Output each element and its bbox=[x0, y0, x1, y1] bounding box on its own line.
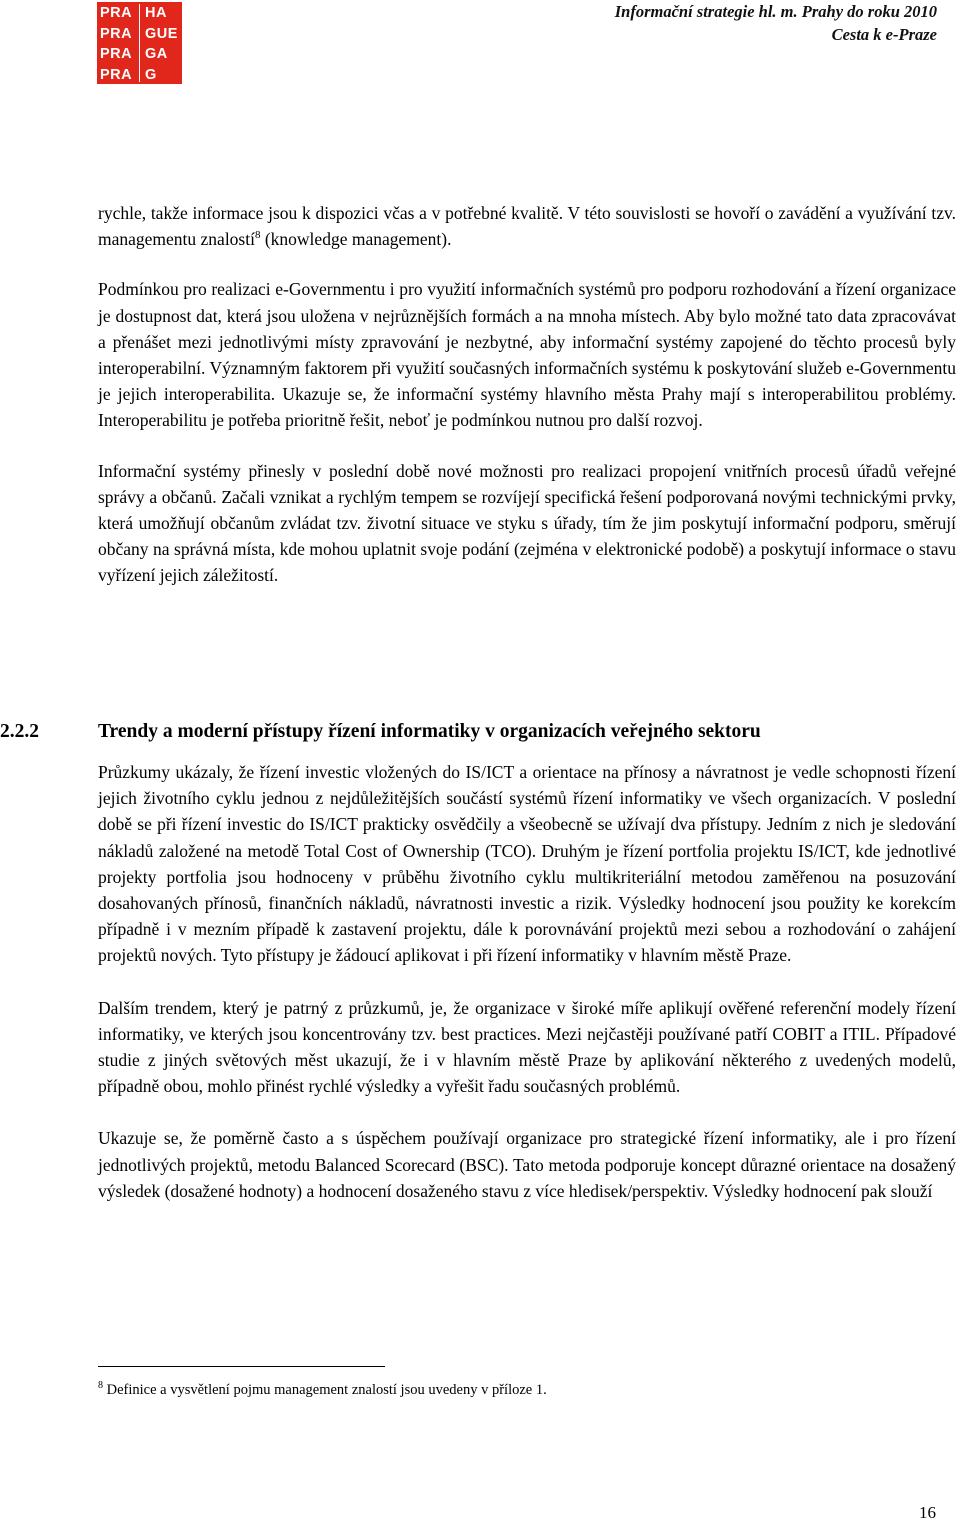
footnote bbox=[98, 1380, 547, 1400]
paragraph: Informační systémy přinesly v poslední době nové možnosti pro realizaci propojení vnitřních procesů úřadů veřejné správy a občanů. Začali vznikat a rychlým tempem se rozvíjejí specifická řešení podporovaná novými technickými prvky, která umožňují občanům zvládat tzv. životní situace ve styku s úřady, tím že jim poskytují informační podporu, směrují občany na správná místa, kde mohou uplatnit svoje podání (zejména v elektronické podobě) a poskytují informace o stavu vyřízení jejich záležitostí. bbox=[98, 460, 956, 586]
footnote-separator bbox=[98, 1366, 385, 1367]
header-subtitle: Cesta k e-Praze bbox=[831, 25, 937, 44]
running-header bbox=[615, 0, 937, 46]
body-text-top bbox=[98, 200, 956, 589]
paragraph: rychle, takže informace jsou k dispozici včas a v potřebné kvalitě. V této souvislosti se hovoří o zavádění a využívání tzv. managementu znalostí$^8$ (knowledge management). bbox=[98, 203, 956, 250]
page-number: 16 bbox=[919, 1503, 936, 1522]
paragraph: Podmínkou pro realizaci e-Governmentu i pro využití informačních systémů pro podporu rozhodování a řízení organizace je dostupnost dat, která jsou uložena v nejrůznějších formách a na mnoha místech. Aby bylo možné tato data zpracovávat a přenášet mezi jednotlivými místy zpravování je nezbytné, aby informační systémy zapojené do těchto procesů byly interoperabilní. Významným faktorem při využití současných informačních systému k poskytování služeb e-Governmentu je jejich interoperabilita. Ukazuje se, že informační systémy hlavního města Prahy mají s interoperabilitou problémy. Interoperabilitu je potřeba prioritně řešit, neboť je podmínkou nutnou pro další rozvoj. bbox=[98, 279, 956, 431]
header-title: Informační strategie hl. m. Prahy do roku 2010 bbox=[614, 2, 937, 21]
footnote-reference: 8 bbox=[254, 229, 261, 242]
section-number: 2.2.2 bbox=[0, 721, 39, 742]
paragraph: Dalším trendem, který je patrný z průzkumů, je, že organizace v široké míře aplikují ověřené referenční modely řízení informatiky, ve kterých jsou koncentrovány tzv. best practices. Mezi nejčastěji používané patří COBIT a ITIL. Případové studie z jiných světových měst ukazují, že i v hlavním městě Praze by aplikování některého z uvedených modelů, případně obou, mohlo přinést rychlé výsledky a vyřešit řadu současných problémů. bbox=[98, 997, 956, 1097]
prague-logo bbox=[97, 2, 182, 84]
footnote-text: Definice a vysvětlení pojmu management znalostí jsou uvedeny v příloze 1. bbox=[103, 1382, 547, 1398]
paragraph: Průzkumy ukázaly, že řízení investic vložených do IS/ICT a orientace na přínosy a návratnost je vedle schopnosti řízení jejich životního cyklu jednou z nejdůležitějších součástí systémů řízení informatiky ve všech organizacích. V poslední době se při řízení investic do IS/ICT prakticky osvědčily a všeobecně se užívají dva přístupy. Jedním z nich je sledování nákladů založené na metodě Total Cost of Ownership (TCO). Druhým je řízení portfolia projektu IS/ICT, kde jednotlivé projekty portfolia jsou hodnoceny v průběhu životního cyklu multikriteriální metodou zaměřenou na posuzování dosahovaných přínosů, finančních nákladů, návratnosti investic a rizik. Výsledky hodnocení jsou použity ke korekcím případně i v mezním případě k zastavení projektu, dále k porovnávání projektů mezi sebou a rozhodování o zahájení projektů nových. Tyto přístupy je žádoucí aplikovat i při řízení informatiky v hlavním městě Praze. bbox=[98, 762, 956, 966]
logo-right-column: HA GUE GA G bbox=[145, 5, 178, 83]
paragraph: Ukazuje se, že poměrně často a s úspěchem používají organizace pro strategické řízení informatiky, ale i pro řízení jednotlivých projektů, metodu Balanced Scorecard (BSC). Tato metoda podporuje koncept důrazné orientace na dosažený výsledek (dosažené hodnoty) a hodnocení dosaženého stavu z více hledisek/perspektiv. Výsledky hodnocení pak slouží bbox=[98, 1128, 956, 1201]
footnote-number: 8 bbox=[98, 1380, 103, 1392]
body-text-section bbox=[98, 759, 956, 1204]
logo-divider bbox=[139, 4, 140, 82]
logo-left-column: PRA PRA PRA PRA bbox=[100, 5, 133, 83]
section-title: Trendy a moderní přístupy řízení informatiky v organizacích veřejného sektoru bbox=[98, 721, 761, 742]
